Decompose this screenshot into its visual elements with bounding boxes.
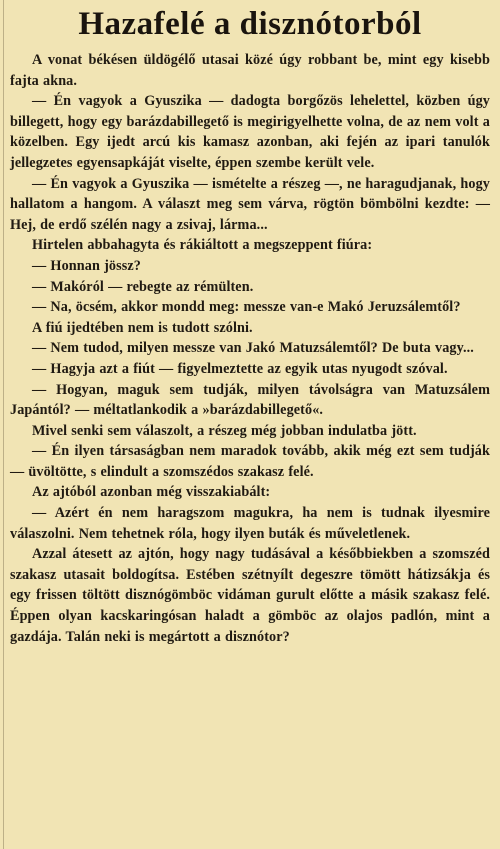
article-paragraph: — Na, öcsém, akkor mondd meg: messze van-e Makó Jeruzsálemtől?: [32, 299, 461, 316]
article-paragraph: A vonat békésen üldögélő utasai közé úgy robbant be, mint egy kisebb fajta akna.: [10, 52, 490, 89]
article-headline: Hazafelé a disznótorból: [78, 6, 422, 42]
article-paragraph: A fiú ijedtében nem is tudott szólni.: [32, 319, 253, 336]
article-paragraph: Az ajtóból azonban még visszakiabált:: [32, 484, 271, 501]
article-paragraph: — Én vagyok a Gyuszika — dadogta borgőzös lehelettel, közben úgy billegett, hogy egy barázdabillegető is megirigyelhette volna, de az nem volt a közelben. Egy ijedt arcú kis kamasz azonban, aki fején az ipari tanulók jellegzetes egyensapkáját viselte, éppen szembe került vele.: [10, 93, 490, 171]
article-paragraph: — Hogyan, maguk sem tudják, milyen távolságra van Matuzsálem Japántól? — méltatlankodik a »barázdabillegető«.: [10, 381, 490, 419]
article-paragraph: — Nem tudod, milyen messze van Jakó Matuzsálemtől? De buta vagy...: [32, 340, 474, 357]
column-rule: [3, 0, 4, 849]
article-paragraph: — Honnan jössz?: [32, 257, 141, 274]
article-body: [10, 50, 490, 647]
article-paragraph: — Makóról — rebegte az rémülten.: [32, 278, 254, 295]
article-paragraph: Mivel senki sem válaszolt, a részeg még jobban indulatba jött.: [32, 422, 417, 439]
article-paragraph: — Azért én nem haragszom magukra, ha nem is tudnak ilyesmire válaszolni. Nem tehetnek róla, hogy ilyen buták és műveletlenek.: [10, 505, 490, 542]
article-paragraph: Hirtelen abbahagyta és rákiáltott a megszeppent fiúra:: [32, 237, 373, 254]
article-paragraph: — Én ilyen társaságban nem maradok tovább, akik még ezt sem tudják — üvöltötte, s elindult a szomszédos szakasz felé.: [10, 443, 490, 480]
article-paragraph: — Én vagyok a Gyuszika — ismételte a részeg —, ne haragudjanak, hogy hallatom a hangom. A választ meg sem várva, rögtön bömbölni kezdte: — Hej, de erdő szélén nagy a zsivaj, lárma...: [10, 175, 490, 233]
article-paragraph: Azzal átesett az ajtón, hogy nagy tudásával a későbbiekben a szomszéd szakasz utasait boldogítsa. Estében szétnyílt degeszre tömött hátizsákja és egy frissen töltött disznógömböc vidáman gurult előtte a másik szakasz felé. Éppen olyan kacskaringósan haladt a gömböc az olajos padlón, mint a gazdája. Talán neki is megártott a disznótor?: [10, 546, 490, 645]
article-paragraph: — Hagyja azt a fiút — figyelmeztette az egyik utas nyugodt szóval.: [32, 360, 448, 377]
